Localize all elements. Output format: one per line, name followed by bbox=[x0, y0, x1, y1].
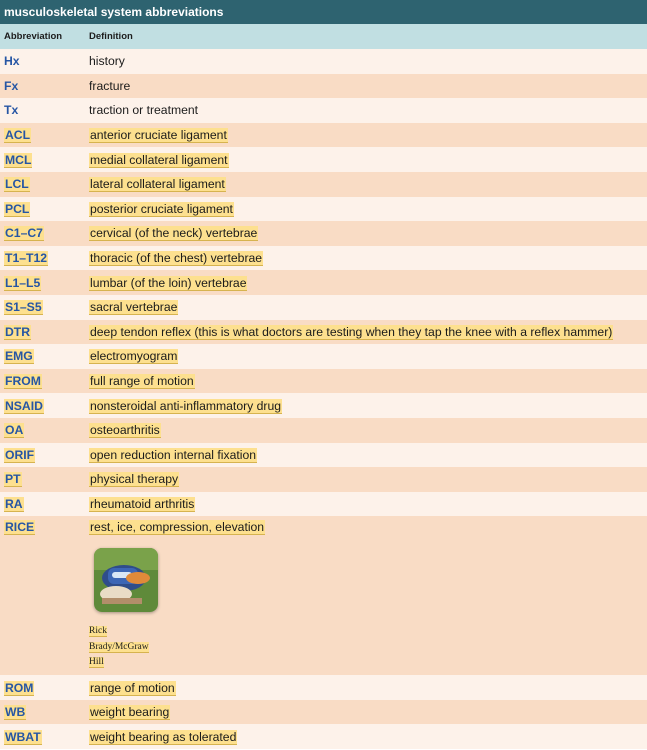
definition-text: deep tendon reflex (this is what doctors are testing when they tap the knee with a reflex hammer) bbox=[90, 324, 613, 339]
table-row bbox=[0, 393, 647, 418]
definition-cell bbox=[85, 472, 179, 486]
definition-cell bbox=[85, 681, 176, 695]
definition-text: sacral vertebrae bbox=[90, 300, 178, 315]
definition-cell bbox=[85, 325, 613, 339]
abbreviation-cell bbox=[0, 349, 85, 363]
definition-text: medial collateral ligament bbox=[90, 152, 228, 167]
abbreviation-text: DTR bbox=[5, 324, 31, 339]
photo-credit-line: Hill bbox=[89, 657, 104, 668]
table-header-row bbox=[0, 24, 647, 49]
abbreviation-cell bbox=[0, 300, 85, 314]
photo-credit bbox=[89, 624, 265, 671]
abbreviation-text: C1–C7 bbox=[5, 226, 43, 241]
abbreviation-text: FROM bbox=[5, 374, 41, 389]
table-row bbox=[0, 98, 647, 123]
abbreviation-cell bbox=[0, 54, 85, 68]
abbreviation-text: S1–S5 bbox=[5, 300, 42, 315]
definition-text: physical therapy bbox=[90, 472, 179, 487]
abbreviation-cell bbox=[0, 472, 85, 486]
abbreviation-text: Hx bbox=[4, 54, 20, 69]
table-row bbox=[0, 147, 647, 172]
definition-cell bbox=[85, 497, 195, 511]
abbreviation-cell bbox=[0, 681, 85, 695]
abbreviation-cell bbox=[0, 79, 85, 93]
table-row bbox=[0, 492, 647, 517]
abbreviation-text: T1–T12 bbox=[5, 251, 48, 266]
abbreviation-cell bbox=[0, 226, 85, 240]
abbreviation-text: NSAID bbox=[5, 398, 43, 413]
abbreviation-text: MCL bbox=[5, 152, 32, 167]
definition-text: cervical (of the neck) vertebrae bbox=[90, 226, 258, 241]
definition-text: open reduction internal fixation bbox=[90, 447, 256, 462]
photo-credit-line: Rick bbox=[89, 626, 107, 637]
abbreviation-cell bbox=[0, 276, 85, 290]
abbreviation-cell bbox=[0, 202, 85, 216]
definition-cell bbox=[85, 423, 161, 437]
abbreviation-cell bbox=[0, 251, 85, 265]
abbreviation-text: WBAT bbox=[5, 729, 41, 744]
table-row bbox=[0, 172, 647, 197]
table-row bbox=[0, 197, 647, 222]
definition-text: weight bearing as tolerated bbox=[90, 729, 237, 744]
definition-text: fracture bbox=[89, 78, 131, 93]
table-body bbox=[0, 49, 647, 749]
abbreviation-cell bbox=[0, 423, 85, 437]
table-row bbox=[0, 724, 647, 749]
table-row bbox=[0, 675, 647, 700]
table-row bbox=[0, 369, 647, 394]
abbreviation-text: PCL bbox=[5, 201, 30, 216]
definition-text: lateral collateral ligament bbox=[90, 177, 225, 192]
abbreviation-text: EMG bbox=[5, 349, 33, 364]
definition-cell bbox=[85, 79, 130, 93]
abbreviation-text: L1–L5 bbox=[5, 275, 41, 290]
abbreviation-text: RICE bbox=[5, 520, 35, 535]
table-row bbox=[0, 295, 647, 320]
definition-cell bbox=[85, 705, 170, 719]
abbreviation-text: WB bbox=[5, 705, 26, 720]
definition-cell bbox=[85, 516, 265, 671]
table-row bbox=[0, 49, 647, 74]
definition-text: osteoarthritis bbox=[90, 423, 160, 438]
definition-cell bbox=[85, 128, 228, 142]
definition-text: thoracic (of the chest) vertebrae bbox=[90, 251, 263, 266]
table-row bbox=[0, 467, 647, 492]
abbreviation-text: ORIF bbox=[5, 447, 35, 462]
definition-text: rheumatoid arthritis bbox=[90, 496, 195, 511]
definition-text: range of motion bbox=[90, 680, 175, 695]
definition-text: full range of motion bbox=[90, 374, 194, 389]
definition-text: lumbar (of the loin) vertebrae bbox=[90, 275, 247, 290]
table-row bbox=[0, 344, 647, 369]
ice-pack-photo bbox=[94, 548, 158, 612]
abbreviation-text: ACL bbox=[5, 128, 31, 143]
definition-text: history bbox=[89, 54, 125, 69]
definition-cell bbox=[85, 103, 198, 117]
abbreviation-text: PT bbox=[5, 472, 21, 487]
definition-text: electromyogram bbox=[90, 349, 178, 364]
abbreviation-cell bbox=[0, 325, 85, 339]
abbreviation-text: Fx bbox=[4, 78, 19, 93]
abbreviation-cell bbox=[0, 448, 85, 462]
definition-text: anterior cruciate ligament bbox=[90, 128, 227, 143]
table-row bbox=[0, 74, 647, 99]
abbreviation-text: Tx bbox=[4, 103, 19, 118]
abbreviation-cell bbox=[0, 705, 85, 719]
abbreviation-cell bbox=[0, 730, 85, 744]
abbreviation-cell bbox=[0, 177, 85, 191]
table-row bbox=[0, 700, 647, 725]
definition-cell bbox=[85, 54, 125, 68]
definition-cell bbox=[85, 276, 247, 290]
definition-text: traction or treatment bbox=[89, 103, 199, 118]
definition-cell bbox=[85, 300, 178, 314]
abbreviation-text: RA bbox=[5, 496, 23, 511]
definition-cell bbox=[85, 153, 229, 167]
definition-text: weight bearing bbox=[90, 705, 170, 720]
table-row bbox=[0, 221, 647, 246]
abbreviation-text: LCL bbox=[5, 177, 29, 192]
definition-text: nonsteroidal anti-inflammatory drug bbox=[90, 398, 282, 413]
definition-cell bbox=[85, 349, 178, 363]
table-row bbox=[0, 418, 647, 443]
definition-cell bbox=[85, 374, 195, 388]
table-row bbox=[0, 443, 647, 468]
definition-cell bbox=[85, 399, 282, 413]
header-abbreviation: Abbreviation bbox=[4, 31, 63, 42]
table-row bbox=[0, 123, 647, 148]
definition-cell bbox=[85, 177, 226, 191]
abbreviation-cell bbox=[0, 374, 85, 388]
definition-text: posterior cruciate ligament bbox=[90, 201, 233, 216]
definition-cell bbox=[85, 448, 257, 462]
photo-credit-line: Brady/McGraw bbox=[89, 641, 149, 652]
header-definition: Definition bbox=[89, 31, 133, 42]
definition-cell bbox=[85, 226, 258, 240]
abbreviation-cell bbox=[0, 497, 85, 511]
abbreviation-text: ROM bbox=[5, 680, 34, 695]
definition-cell bbox=[85, 730, 237, 744]
abbreviation-cell bbox=[0, 153, 85, 167]
abbreviation-text: OA bbox=[5, 423, 24, 438]
definition-cell bbox=[85, 251, 263, 265]
abbreviation-cell bbox=[0, 516, 85, 534]
table-row bbox=[0, 320, 647, 345]
table-row bbox=[0, 516, 647, 675]
definition-cell bbox=[85, 202, 234, 216]
definition-text: rest, ice, compression, elevation bbox=[90, 520, 265, 535]
table-row bbox=[0, 246, 647, 271]
table-title: musculoskeletal system abbreviations bbox=[0, 0, 647, 24]
abbreviation-cell bbox=[0, 128, 85, 142]
abbreviation-cell bbox=[0, 399, 85, 413]
table-row bbox=[0, 270, 647, 295]
abbreviation-cell bbox=[0, 103, 85, 117]
